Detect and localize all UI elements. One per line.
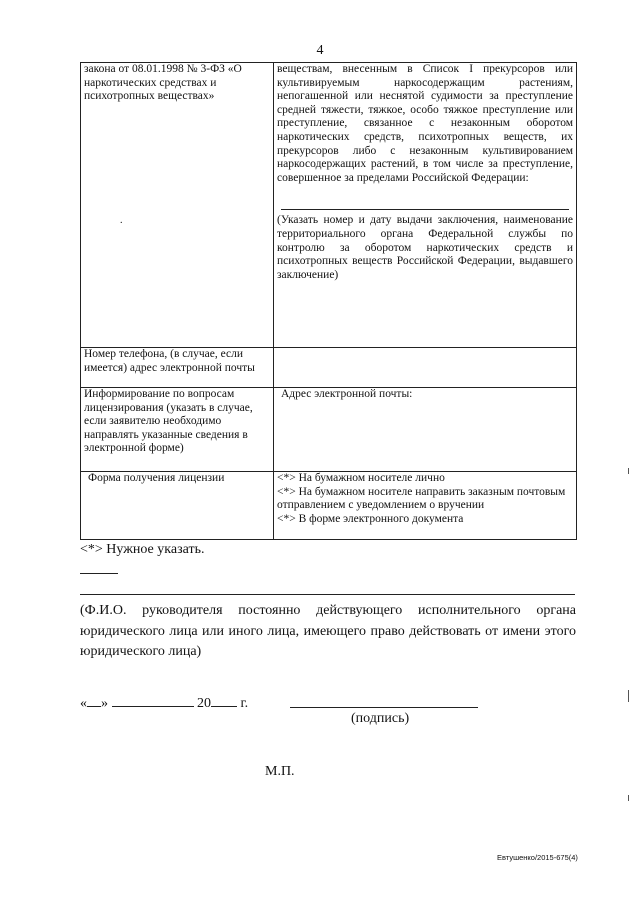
conclusion-hint: (Указать номер и дату выдачи заключения, наименование территориального органа Федеральной службы по контролю за оборотом наркотических средств и психотропных веществ Российской Федерации, выдавшего заключение) bbox=[277, 214, 573, 281]
table-row bbox=[81, 348, 577, 388]
signature-fill-line[interactable] bbox=[290, 707, 478, 708]
license-form-options-cell bbox=[274, 472, 577, 540]
scan-margin-mark bbox=[628, 690, 629, 702]
email-cell[interactable] bbox=[274, 388, 577, 472]
table-row bbox=[81, 472, 577, 540]
table-row bbox=[81, 63, 577, 348]
license-form-label-cell bbox=[81, 472, 274, 540]
legal-basis-text: закона от 08.01.1998 № 3-ФЗ «О наркотических средствах и психотропных веществах» bbox=[84, 63, 242, 103]
conclusion-fill-line[interactable] bbox=[281, 195, 569, 210]
document-footer: Евтушенко/2015-675(4) bbox=[497, 853, 578, 862]
footnote: <*> Нужное указать. bbox=[80, 542, 205, 557]
license-form-table bbox=[80, 62, 577, 540]
year-blank[interactable] bbox=[211, 694, 237, 707]
informing-label: Информирование по вопросам лицензирования (указать в случае, если заявителю необходимо направлять указанные сведения в электронной форме) bbox=[84, 388, 253, 455]
legal-basis-cell bbox=[81, 63, 274, 348]
day-blank[interactable] bbox=[87, 694, 101, 707]
phone-label-cell bbox=[81, 348, 274, 388]
date-close-quote: » bbox=[101, 696, 108, 711]
year-prefix: 20 bbox=[197, 696, 211, 711]
fio-fill-line[interactable] bbox=[80, 594, 575, 595]
license-form-label: Форма получения лицензии bbox=[88, 472, 225, 484]
stamp-place: М.П. bbox=[265, 764, 295, 779]
conviction-cell bbox=[274, 63, 577, 348]
fio-caption: (Ф.И.О. руководителя постоянно действующего исполнительного органа юридического лица или иного лица, имеющего право действовать от имени этого юридического лица) bbox=[80, 603, 576, 659]
email-label: Адрес электронной почты: bbox=[281, 388, 413, 400]
option-paper-in-person[interactable]: <*> На бумажном носителе лично bbox=[277, 472, 445, 484]
year-suffix: г. bbox=[240, 696, 249, 711]
scan-margin-mark bbox=[628, 468, 629, 474]
scan-margin-mark bbox=[628, 795, 629, 801]
date-open-quote: « bbox=[80, 696, 87, 711]
signature-caption: (подпись) bbox=[351, 711, 410, 726]
page-number: 4 bbox=[316, 43, 324, 58]
conviction-text: веществам, внесенным в Список I прекурсоров или культивируемым наркосодержащим растениям, непогашенной или неснятой судимости за преступление средней тяжести, тяжкое, особо тяжкое преступление или преступление, связанное с незаконным оборотом наркотических средств, психотропных веществ, их прекурсоров либо с незаконным культивированием наркосодержащих растений, в том числе за преступление, совершенное за пределами Российской Федерации: bbox=[277, 63, 573, 184]
phone-label: Номер телефона, (в случае, если имеется) адрес электронной почты bbox=[84, 348, 255, 374]
phone-value-cell[interactable] bbox=[274, 348, 577, 388]
month-blank[interactable] bbox=[112, 694, 194, 707]
footnote-rule bbox=[80, 573, 118, 574]
option-electronic[interactable]: <*> В форме электронного документа bbox=[277, 512, 464, 525]
stray-dot: . bbox=[120, 214, 123, 226]
table-row bbox=[81, 388, 577, 472]
informing-label-cell bbox=[81, 388, 274, 472]
option-paper-by-mail[interactable]: <*> На бумажном носителе направить заказным почтовым отправлением с уведомлением о вручении bbox=[277, 485, 566, 512]
date-line bbox=[80, 694, 248, 712]
